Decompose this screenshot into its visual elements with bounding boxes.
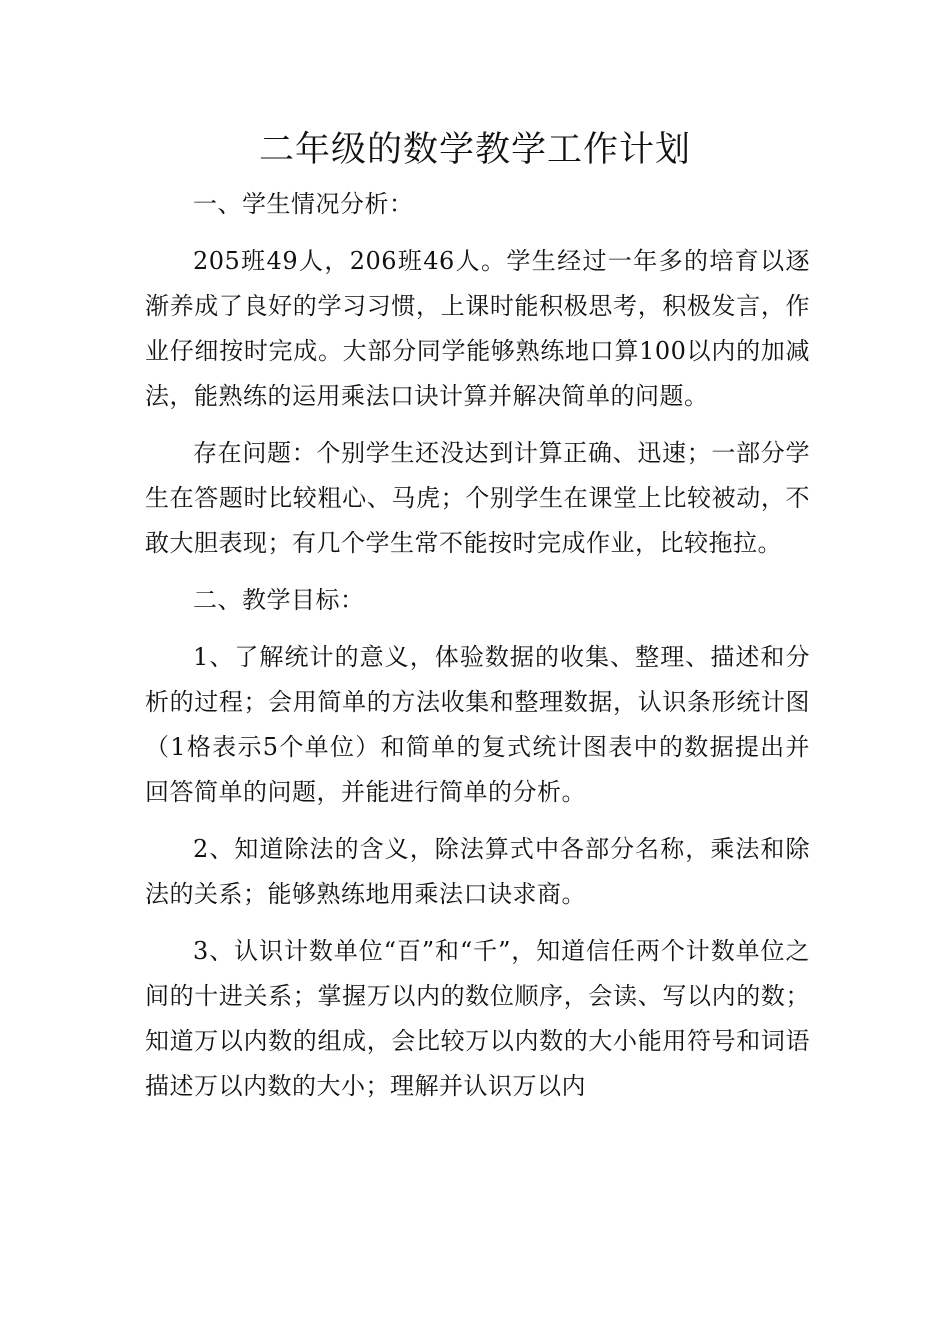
paragraph-goal-3: 3、认识计数单位“百”和“千”，知道信任两个计数单位之间的十进关系；掌握万以内的数位顺序，会读、写以内的数；知道万以内数的组成，会比较万以内数的大小能用符号和词语描述万以内数的大小；理解并认识万以内 [145, 937, 810, 1100]
document-body [145, 182, 810, 1109]
paragraph-goal-2: 2、知道除法的含义，除法算式中各部分名称，乘法和除法的关系；能够熟练地用乘法口诀求商。 [145, 835, 810, 908]
document-title: 二年级的数学教学工作计划 [258, 130, 691, 170]
paragraph-existing-problems: 存在问题：个别学生还没达到计算正确、迅速；一部分学生在答题时比较粗心、马虎；个别学生在课堂上比较被动，不敢大胆表现；有几个学生常不能按时完成作业，比较拖拉。 [145, 439, 810, 557]
section-heading-student-analysis: 一、学生情况分析： [193, 190, 414, 218]
section-heading-teaching-goals: 二、教学目标： [193, 586, 365, 614]
paragraph-goal-1: 1、了解统计的意义，体验数据的收集、整理、描述和分析的过程；会用简单的方法收集和整理数据，认识条形统计图（1格表示5个单位）和简单的复式统计图表中的数据提出并回答简单的问题，并能进行简单的分析。 [145, 643, 810, 806]
paragraph-class-overview: 205班49人，206班46人。学生经过一年多的培育以逐渐养成了良好的学习习惯，上课时能积极思考，积极发言，作业仔细按时完成。大部分同学能够熟练地口算100以内的加减法，能熟练的运用乘法口诀计算并解决简单的问题。 [145, 247, 810, 410]
